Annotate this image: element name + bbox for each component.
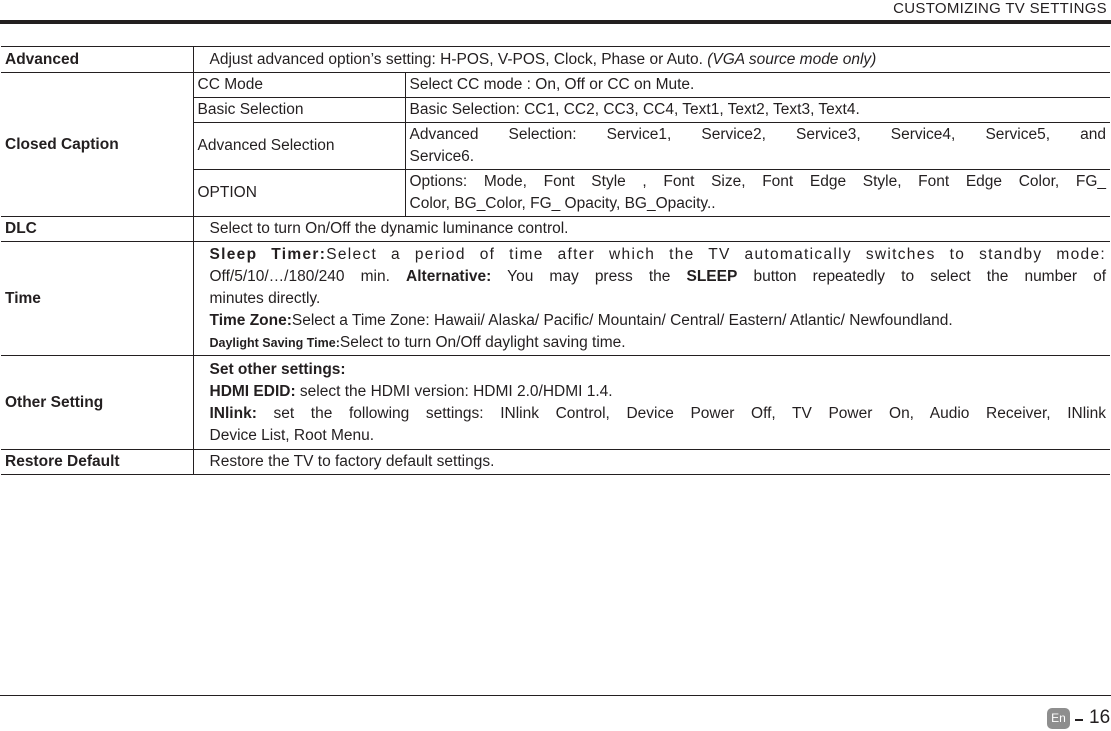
inlink-desc: set the following settings: INlink Control, Device Power Off, TV Power On, Audio Receiver, INlink xyxy=(273,404,1106,422)
inlink-desc-end: Device List, Root Menu. xyxy=(209,426,375,444)
footer-rule xyxy=(0,695,1111,696)
row-label-time: Time xyxy=(1,242,193,356)
time-zone-label: Time Zone: xyxy=(209,311,292,329)
row-label-restore-default: Restore Default xyxy=(1,450,193,475)
cc-sub-desc: Basic Selection: CC1, CC2, CC3, CC4, Text1, Text2, Text3, Text4. xyxy=(405,98,1110,123)
inlink-label: INlink: xyxy=(209,404,257,422)
page-number: 16 xyxy=(1089,707,1111,728)
row-desc-dlc: Select to turn On/Off the dynamic luminance control. xyxy=(193,217,1110,242)
page-header-title: CUSTOMIZING TV SETTINGS xyxy=(893,0,1107,17)
daylight-saving-line xyxy=(210,332,1107,354)
cc-sub-name: Advanced Selection xyxy=(193,123,405,170)
row-label-other-setting: Other Setting xyxy=(1,356,193,450)
other-settings-heading: Set other settings: xyxy=(209,360,346,378)
alternative-desc: You may press the xyxy=(507,267,671,285)
advanced-note: (VGA source mode only) xyxy=(707,50,877,68)
alternative-desc-end: minutes directly. xyxy=(209,289,321,307)
advanced-desc: Adjust advanced option’s setting: H-POS, V-POS, Clock, Phase or Auto. xyxy=(209,50,703,68)
cc-sub-desc xyxy=(405,170,1110,217)
desc-line: Options: Mode, Font Style , Font Size, Font Edge Style, Font Edge Color, FG_ xyxy=(409,173,1106,190)
row-label-closed-caption: Closed Caption xyxy=(1,73,193,217)
time-zone-desc: Select a Time Zone: Hawaii/ Alaska/ Pacific/ Mountain/ Central/ Eastern/ Atlantic/ Newfoundland. xyxy=(291,311,953,329)
hdmi-edid-line xyxy=(210,381,1107,403)
desc-line: Color, BG_Color, FG_ Opacity, BG_Opacity.. xyxy=(409,195,716,212)
cc-sub-desc: Select CC mode : On, Off or CC on Mute. xyxy=(405,73,1110,98)
inlink-line xyxy=(210,403,1107,425)
alternative-label: Alternative: xyxy=(406,267,492,285)
sleep-timer-desc: Select a period of time after which the TV automatically switches to standby mode: xyxy=(326,245,1106,263)
sleep-key-label: SLEEP xyxy=(686,267,738,285)
cc-sub-name: Basic Selection xyxy=(193,98,405,123)
row-label-advanced: Advanced xyxy=(1,47,193,73)
page-number-dash xyxy=(1075,719,1083,721)
sleep-timer-line xyxy=(210,244,1107,266)
header-rule xyxy=(0,20,1111,24)
hdmi-edid-desc: select the HDMI version: HDMI 2.0/HDMI 1.4. xyxy=(299,382,613,400)
table-row-time xyxy=(1,242,1110,356)
sleep-timer-options: Off/5/10/…/180/240 min. xyxy=(209,267,390,285)
time-zone-line xyxy=(210,310,1107,332)
cc-sub-name: CC Mode xyxy=(193,73,405,98)
row-desc-restore-default: Restore the TV to factory default settings. xyxy=(193,450,1110,475)
table-row-other-setting xyxy=(1,356,1110,450)
desc-line: Service6. xyxy=(409,148,475,165)
desc-line: Advanced Selection: Service1, Service2, Service3, Service4, Service5, and xyxy=(409,126,1106,143)
daylight-saving-desc: Select to turn On/Off daylight saving time. xyxy=(339,333,626,351)
row-desc-time xyxy=(193,242,1110,356)
settings-table xyxy=(1,46,1110,475)
row-label-dlc: DLC xyxy=(1,217,193,242)
row-desc-other-setting xyxy=(193,356,1110,450)
sleep-timer-label: Sleep Timer: xyxy=(209,245,327,263)
hdmi-edid-label: HDMI EDID: xyxy=(209,382,296,400)
row-desc-advanced xyxy=(193,47,1110,73)
sleep-timer-options-line xyxy=(210,266,1107,288)
table-row-advanced xyxy=(1,47,1110,73)
table-row-restore-default xyxy=(1,450,1110,475)
table-row-dlc xyxy=(1,217,1110,242)
cc-sub-desc xyxy=(405,123,1110,170)
language-badge: En xyxy=(1047,708,1070,729)
cc-sub-name: OPTION xyxy=(193,170,405,217)
daylight-saving-label: Daylight Saving Time: xyxy=(209,335,340,350)
alternative-desc-cont: button repeatedly to select the number of xyxy=(753,267,1107,285)
table-row-cc-mode xyxy=(1,73,1110,98)
